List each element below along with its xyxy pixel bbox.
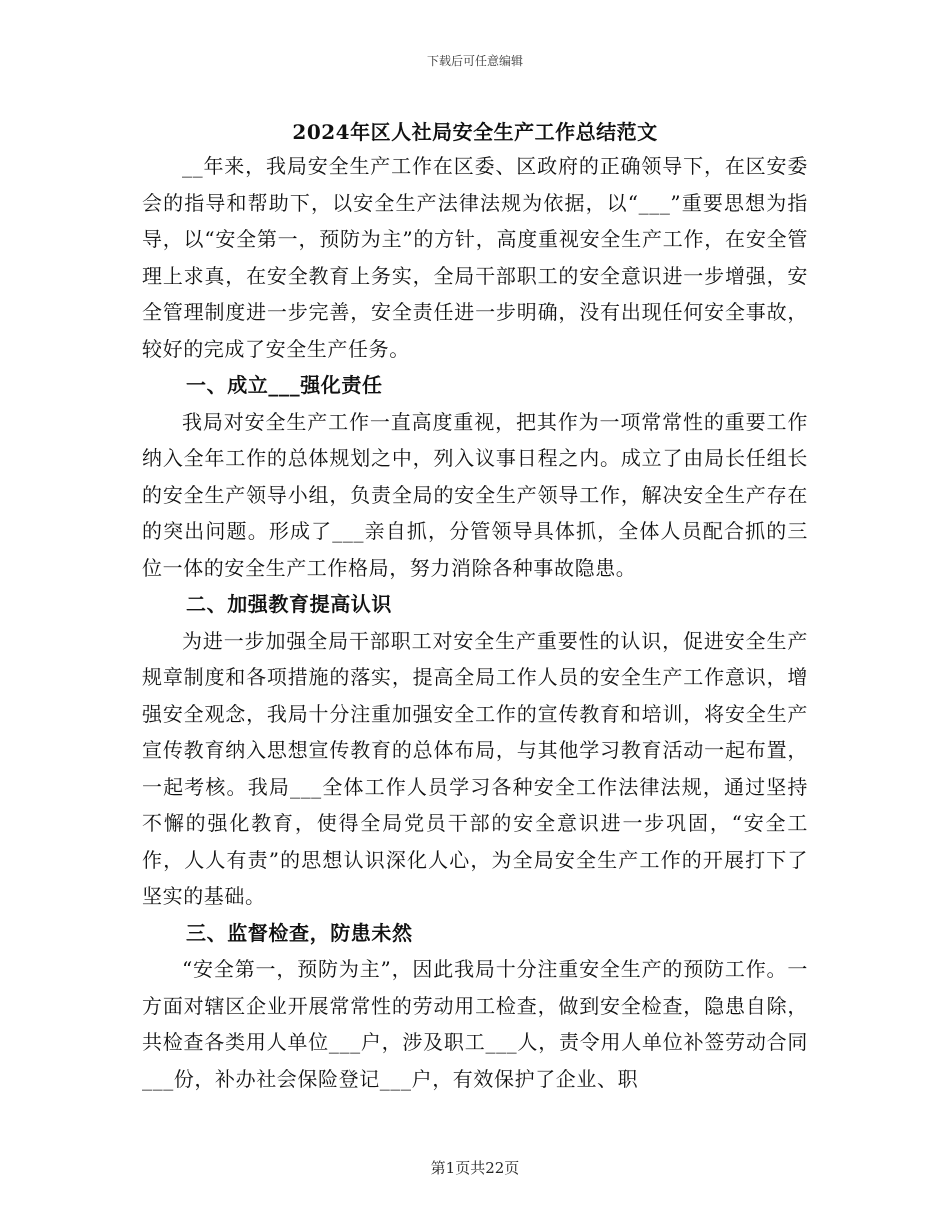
section-body-2: 为进一步加强全局干部职工对安全生产重要性的认识，促进安全生产规章制度和各项措施的落实，提高全局工作人员的安全生产工作意识，增强安全观念，我局十分注重加强安全工作的宣传教育和培训，将安全生产宣传教育纳入思想宣传教育的总体布局，与其他学习教育活动一起布置，一起考核。我局___全体工作人员学习各种安全工作法律法规，通过坚持不懈的强化教育，使得全局党员干部的安全意识进一步巩固，“安全工作，人人有责”的思想认识深化人心，为全局安全生产工作的开展打下了坚实的基础。 [142, 628, 808, 908]
section-heading-2: 二、加强教育提高认识 [186, 592, 392, 616]
section-body-1: 我局对安全生产工作一直高度重视，把其作为一项常常性的重要工作纳入全年工作的总体规划之中，列入议事日程之内。成立了由局长任组长的安全生产领导小组，负责全局的安全生产领导工作，解决安全生产存在的突出问题。形成了___亲自抓，分管领导具体抓，全体人员配合抓的三位一体的安全生产工作格局，努力消除各种事故隐患。 [142, 409, 808, 580]
section-heading-1: 一、成立___强化责任 [186, 373, 383, 397]
section-heading-3: 三、监督检查，防患未然 [186, 920, 413, 945]
header-note: 下载后可任意编辑 [426, 54, 523, 68]
intro-paragraph: __年来，我局安全生产工作在区委、区政府的正确领导下，在区安委会的指导和帮助下，以安全生产法律法规为依据，以“___”重要思想为指导，以“安全第一，预防为主”的方针，高度重视安全生产工作，在安全管理上求真，在安全教育上务实，全局干部职工的安全意识进一步增强，安全管理制度进一步完善，安全责任进一步明确，没有出现任何安全事故，较好的完成了安全生产任务。 [142, 154, 808, 361]
document-body [142, 148, 808, 1097]
section-body-3: “安全第一，预防为主”，因此我局十分注重安全生产的预防工作。一方面对辖区企业开展常常性的劳动用工检查，做到安全检查，隐患自除，共检查各类用人单位___户，涉及职工___人，责令用人单位补签劳动合同___份，补办社会保险登记___户，有效保护了企业、职 [142, 957, 808, 1091]
page-number: 第1页共22页 [430, 1159, 520, 1177]
document-title: 2024年区人社局安全生产工作总结范文 [292, 120, 658, 144]
